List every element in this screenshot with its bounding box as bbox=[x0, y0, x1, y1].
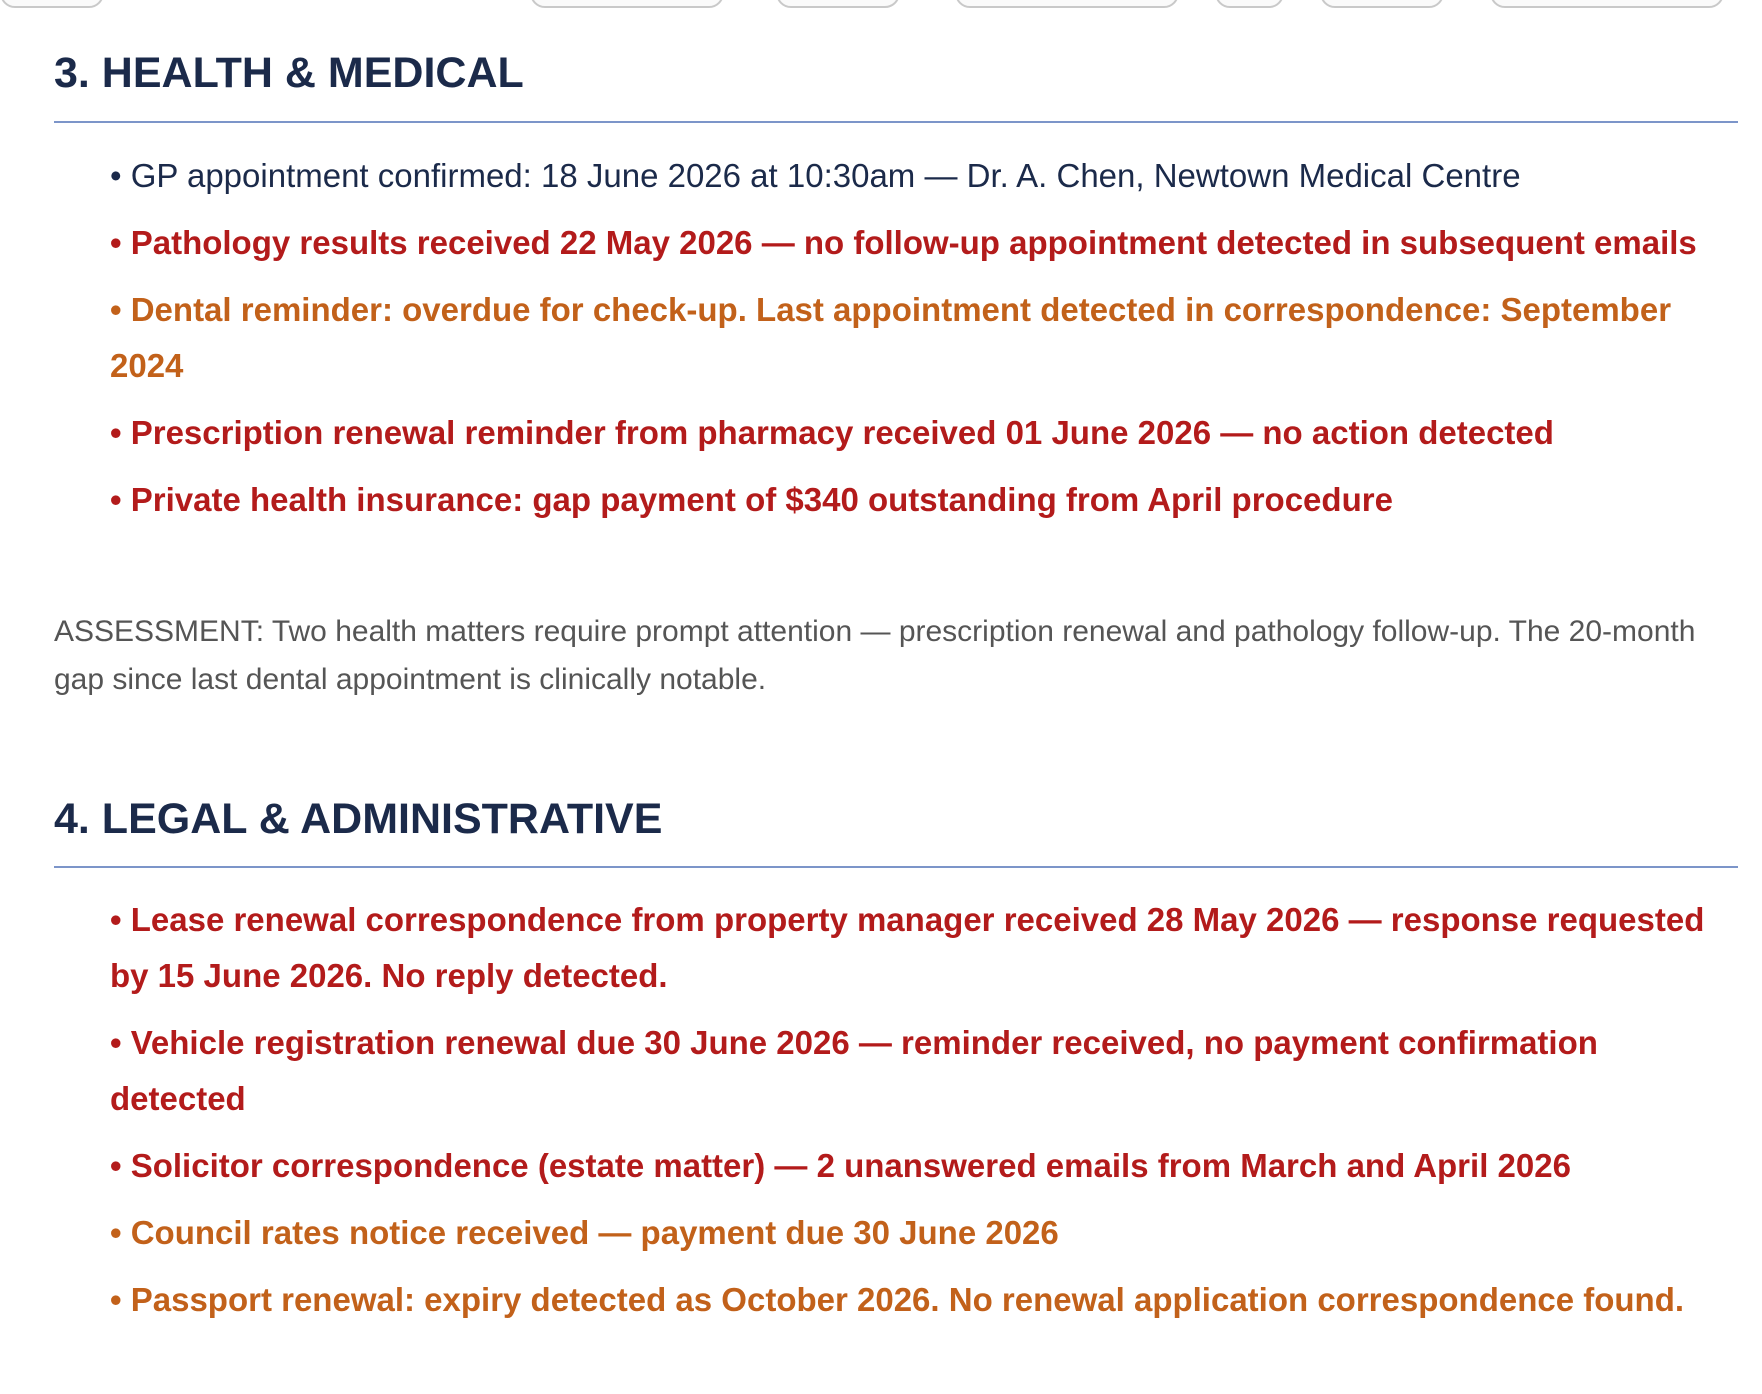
list-item-pathology-results: • Pathology results received 22 May 2026 — no follow-up appointment detected in subsequent emails bbox=[110, 224, 1697, 261]
list-item-council-rates: • Council rates notice received — payment due 30 June 2026 bbox=[110, 1214, 1059, 1251]
top-button[interactable] bbox=[1490, 0, 1724, 8]
list-item-passport-renewal: • Passport renewal: expiry detected as October 2026. No renewal application correspondence found. bbox=[110, 1281, 1685, 1318]
health-assessment: ASSESSMENT: Two health matters require prompt attention — prescription renewal and pathology follow-up. The 20-month gap since last dental appointment is clinically notable. bbox=[54, 615, 1696, 696]
section-heading-health-medical: 3. HEALTH & MEDICAL bbox=[54, 49, 524, 97]
list-item-vehicle-registration: • Vehicle registration renewal due 30 June 2026 — reminder received, no payment confirmation detected bbox=[110, 1024, 1598, 1117]
section-divider bbox=[54, 121, 1738, 123]
health-items-list bbox=[54, 148, 1740, 539]
top-button[interactable] bbox=[955, 0, 1179, 8]
top-button[interactable] bbox=[530, 0, 724, 8]
list-item-health-insurance-gap: • Private health insurance: gap payment of $340 outstanding from April procedure bbox=[110, 481, 1393, 518]
list-item-prescription-renewal: • Prescription renewal reminder from pharmacy received 01 June 2026 — no action detected bbox=[110, 414, 1554, 451]
top-button[interactable] bbox=[1215, 0, 1284, 8]
section-heading-legal-administrative: 4. LEGAL & ADMINISTRATIVE bbox=[54, 795, 663, 843]
top-button[interactable] bbox=[1320, 0, 1444, 8]
top-button[interactable] bbox=[0, 0, 104, 8]
legal-items-list bbox=[54, 892, 1740, 1339]
list-item-gp-appointment: • GP appointment confirmed: 18 June 2026 at 10:30am — Dr. A. Chen, Newtown Medical Centre bbox=[110, 157, 1521, 194]
list-item-dental-reminder: • Dental reminder: overdue for check-up. Last appointment detected in correspondence: September 2024 bbox=[110, 291, 1672, 384]
top-button-strip bbox=[0, 0, 1762, 20]
section-divider bbox=[54, 866, 1738, 868]
top-button[interactable] bbox=[776, 0, 900, 8]
list-item-lease-renewal: • Lease renewal correspondence from property manager received 28 May 2026 — response requested by 15 June 2026. No reply detected. bbox=[110, 901, 1705, 994]
list-item-solicitor-correspondence: • Solicitor correspondence (estate matter) — 2 unanswered emails from March and April 2026 bbox=[110, 1147, 1571, 1184]
